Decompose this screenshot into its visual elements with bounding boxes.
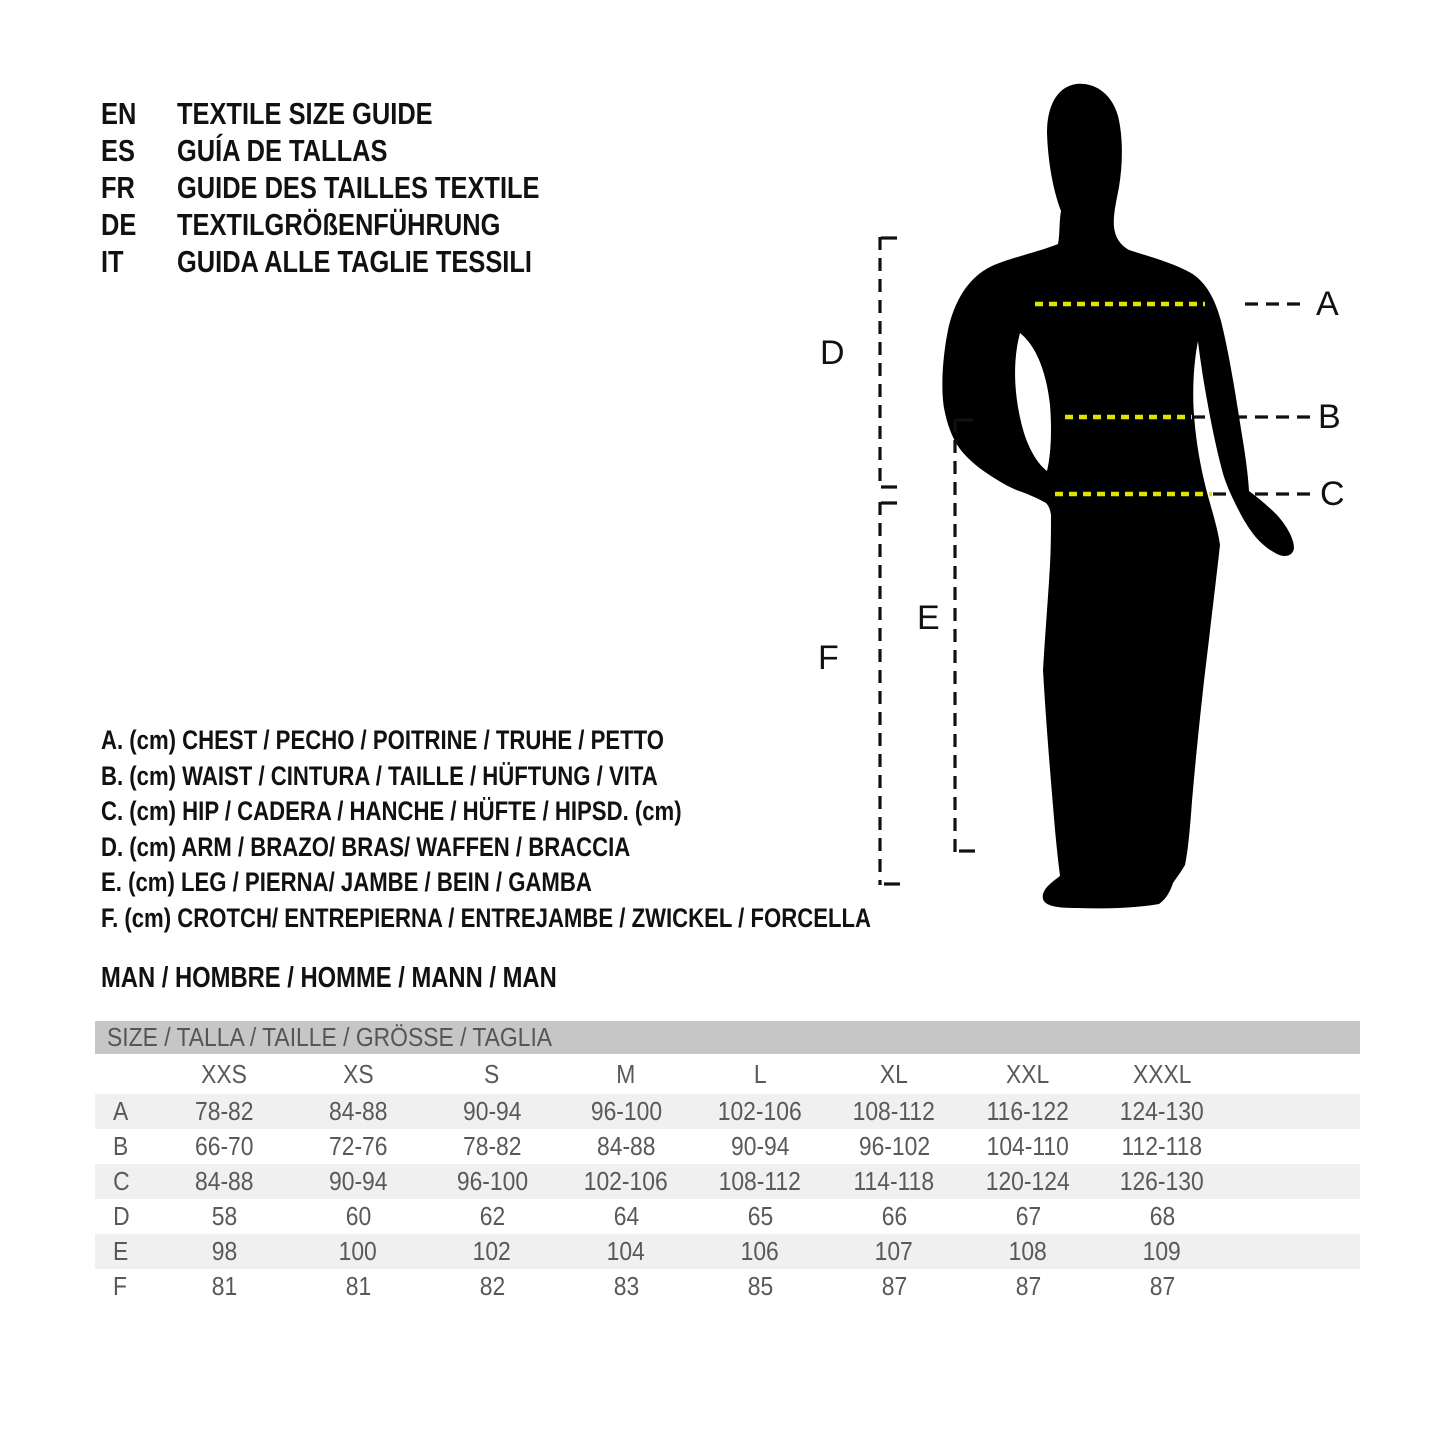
size-table-title: SIZE / TALLA / TAILLE / GRÖSSE / TAGLIA xyxy=(107,1022,553,1052)
table-cell: 87 xyxy=(1149,1271,1175,1301)
table-cell: 64 xyxy=(613,1201,639,1231)
language-title: GUIDE DES TAILLES TEXTILE xyxy=(177,169,540,205)
table-cell: 112-118 xyxy=(1121,1131,1203,1161)
table-cell: 68 xyxy=(1149,1201,1175,1231)
table-cell: 126-130 xyxy=(1120,1166,1204,1196)
size-col-xxs: XXS xyxy=(201,1058,247,1089)
row-label: D xyxy=(113,1201,130,1231)
table-cell: 72-76 xyxy=(328,1131,388,1161)
row-label: C xyxy=(113,1166,130,1196)
size-col-xxxl: XXXL xyxy=(1132,1058,1192,1089)
label-leg-e: E xyxy=(917,599,940,637)
legend-text: D. (cm) ARM / BRAZO/ BRAS/ WAFFEN / BRACCIA xyxy=(101,831,631,862)
row-label: A xyxy=(113,1096,129,1126)
table-cell: 104 xyxy=(606,1236,646,1266)
language-code: EN xyxy=(101,95,137,131)
language-row-fr xyxy=(101,169,619,206)
table-cell: 102 xyxy=(472,1236,512,1266)
label-arm-d: D xyxy=(820,334,845,372)
table-cell: 108 xyxy=(1008,1236,1048,1266)
table-cell: 96-100 xyxy=(456,1166,528,1196)
table-cell: 65 xyxy=(747,1201,773,1231)
legend-item-hip xyxy=(101,794,1040,830)
table-cell: 81 xyxy=(211,1271,237,1301)
table-cell: 102-106 xyxy=(584,1166,668,1196)
language-code: IT xyxy=(101,243,124,279)
language-title-list xyxy=(101,95,619,280)
table-cell: 116-122 xyxy=(986,1096,1070,1126)
table-cell: 96-100 xyxy=(590,1096,662,1126)
table-cell: 82 xyxy=(479,1271,505,1301)
table-row-chest xyxy=(95,1094,1360,1129)
size-col-m: M xyxy=(616,1058,636,1089)
table-cell: 87 xyxy=(1015,1271,1041,1301)
table-cell: 78-82 xyxy=(194,1096,254,1126)
language-code: FR xyxy=(101,169,135,205)
table-cell: 107 xyxy=(874,1236,914,1266)
table-cell: 100 xyxy=(338,1236,378,1266)
size-table xyxy=(95,1021,1360,1304)
table-cell: 58 xyxy=(211,1201,237,1231)
table-cell: 106 xyxy=(740,1236,780,1266)
language-row-de xyxy=(101,206,619,243)
table-cell: 90-94 xyxy=(730,1131,790,1161)
table-cell: 67 xyxy=(1015,1201,1041,1231)
language-row-en xyxy=(101,95,619,132)
table-cell: 62 xyxy=(479,1201,505,1231)
legend-text: A. (cm) CHEST / PECHO / POITRINE / TRUHE / PETTO xyxy=(101,725,664,756)
table-cell: 102-106 xyxy=(718,1096,802,1126)
table-cell: 87 xyxy=(881,1271,907,1301)
language-row-es xyxy=(101,132,619,169)
measurement-legend xyxy=(101,723,1040,936)
table-cell: 98 xyxy=(211,1236,237,1266)
table-cell: 83 xyxy=(613,1271,639,1301)
table-cell: 84-88 xyxy=(596,1131,656,1161)
row-label: E xyxy=(113,1236,129,1266)
legend-text: B. (cm) WAIST / CINTURA / TAILLE / HÜFTUNG / VITA xyxy=(101,760,658,791)
legend-item-waist xyxy=(101,759,1040,795)
size-col-s: S xyxy=(484,1058,500,1089)
label-chest-a: A xyxy=(1316,285,1339,323)
table-row-hip xyxy=(95,1164,1360,1199)
legend-item-arm xyxy=(101,830,1040,866)
label-waist-b: B xyxy=(1318,398,1341,436)
table-cell: 60 xyxy=(345,1201,371,1231)
size-col-l: L xyxy=(753,1058,767,1089)
row-label: F xyxy=(112,1271,127,1301)
table-cell: 96-102 xyxy=(858,1131,930,1161)
size-header-row xyxy=(95,1054,1360,1094)
table-cell: 104-110 xyxy=(986,1131,1070,1161)
language-code: DE xyxy=(101,206,137,242)
legend-text: C. (cm) HIP / CADERA / HANCHE / HÜFTE / HIPSD. (cm) xyxy=(101,796,682,827)
label-hip-c: C xyxy=(1320,475,1345,513)
legend-item-chest xyxy=(101,723,1040,759)
table-row-waist xyxy=(95,1129,1360,1164)
row-label: B xyxy=(113,1131,129,1161)
language-row-it xyxy=(101,243,619,280)
legend-text: F. (cm) CROTCH/ ENTREPIERNA / ENTREJAMBE / ZWICKEL / FORCELLA xyxy=(101,902,872,933)
table-cell: 78-82 xyxy=(462,1131,522,1161)
table-cell: 90-94 xyxy=(328,1166,388,1196)
table-cell: 108-112 xyxy=(852,1096,936,1126)
table-cell: 66 xyxy=(881,1201,907,1231)
table-cell: 120-124 xyxy=(986,1166,1070,1196)
table-row-arm xyxy=(95,1199,1360,1234)
table-cell: 114-118 xyxy=(853,1166,935,1196)
table-row-crotch xyxy=(95,1269,1360,1304)
legend-item-crotch xyxy=(101,901,1040,937)
category-text: MAN / HOMBRE / HOMME / MANN / MAN xyxy=(101,961,557,994)
legend-item-leg xyxy=(101,865,1040,901)
language-title: GUÍA DE TALLAS xyxy=(177,132,388,168)
language-title: TEXTILE SIZE GUIDE xyxy=(177,95,433,131)
table-cell: 84-88 xyxy=(328,1096,388,1126)
table-cell: 109 xyxy=(1142,1236,1182,1266)
size-col-xs: XS xyxy=(342,1058,374,1089)
size-col-xl: XL xyxy=(880,1058,908,1089)
table-cell: 85 xyxy=(747,1271,773,1301)
size-col-xxl: XXL xyxy=(1006,1058,1050,1089)
category-line xyxy=(101,960,657,996)
legend-text: E. (cm) LEG / PIERNA/ JAMBE / BEIN / GAMBA xyxy=(101,867,592,898)
language-title: TEXTILGRÖßENFÜHRUNG xyxy=(177,206,501,242)
table-cell: 84-88 xyxy=(194,1166,254,1196)
table-cell: 90-94 xyxy=(462,1096,522,1126)
size-table-title-bar xyxy=(95,1021,1360,1054)
table-cell: 124-130 xyxy=(1120,1096,1204,1126)
table-row-leg xyxy=(95,1234,1360,1269)
label-crotch-f: F xyxy=(818,639,839,677)
table-cell: 81 xyxy=(345,1271,371,1301)
table-cell: 66-70 xyxy=(194,1131,254,1161)
table-cell: 108-112 xyxy=(718,1166,802,1196)
language-title: GUIDA ALLE TAGLIE TESSILI xyxy=(177,243,532,279)
language-code: ES xyxy=(101,132,135,168)
